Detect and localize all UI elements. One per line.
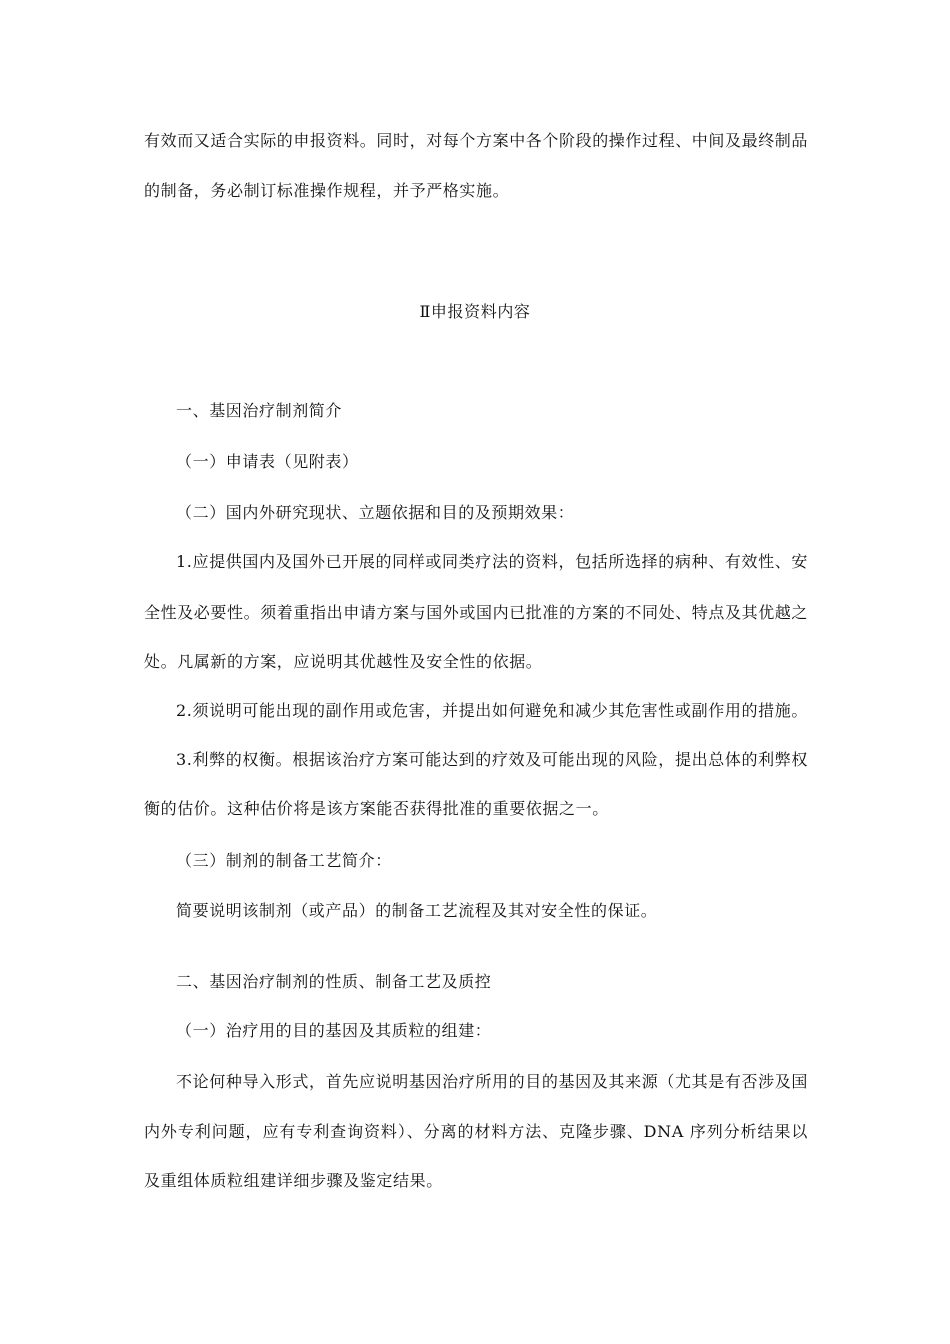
heading-1-sub-1: （一）申请表（见附表）: [176, 452, 359, 471]
paragraph-1-line-3: 处。凡属新的方案，应说明其优越性及安全性的依据。: [144, 652, 543, 671]
intro-line-1: 有效而又适合实际的申报资料。同时，对每个方案中各个阶段的操作过程、中间及最终制品: [144, 131, 809, 150]
paragraph-1-line-1: 1.应提供国内及国外已开展的同样或同类疗法的资料，包括所选择的病种、有效性、安: [176, 552, 808, 571]
paragraph-5-line-1: 不论何种导入形式，首先应说明基因治疗所用的目的基因及其来源（尤其是有否涉及国: [176, 1072, 808, 1091]
paragraph-4-line-1: 简要说明该制剂（或产品）的制备工艺流程及其对安全性的保证。: [176, 901, 658, 920]
heading-1: 一、基因治疗制剂简介: [176, 401, 343, 420]
heading-1-sub-2: （二）国内外研究现状、立题依据和目的及预期效果：: [176, 503, 575, 522]
paragraph-5-line-3: 及重组体质粒组建详细步骤及鉴定结果。: [144, 1171, 443, 1190]
section-title: Ⅱ申报资料内容: [419, 302, 531, 321]
paragraph-2-line-1: 2.须说明可能出现的副作用或危害，并提出如何避免和减少其危害性或副作用的措施。: [176, 701, 808, 720]
paragraph-1-line-2: 全性及必要性。须着重指出申请方案与国外或国内已批准的方案的不同处、特点及其优越之: [144, 603, 809, 622]
intro-line-2: 的制备，务必制订标准操作规程，并予严格实施。: [144, 181, 510, 200]
heading-1-sub-3: （三）制剂的制备工艺简介：: [176, 851, 392, 870]
paragraph-3-line-2: 衡的估价。这种估价将是该方案能否获得批准的重要依据之一。: [144, 799, 609, 818]
paragraph-3-line-1: 3.利弊的权衡。根据该治疗方案可能达到的疗效及可能出现的风险，提出总体的利弊权: [176, 750, 808, 769]
heading-2-sub-1: （一）治疗用的目的基因及其质粒的组建：: [176, 1021, 492, 1040]
paragraph-5-line-2: 内外专利问题，应有专利查询资料）、分离的材料方法、克隆步骤、DNA 序列分析结果以: [144, 1122, 808, 1141]
heading-2: 二、基因治疗制剂的性质、制备工艺及质控: [176, 972, 492, 991]
